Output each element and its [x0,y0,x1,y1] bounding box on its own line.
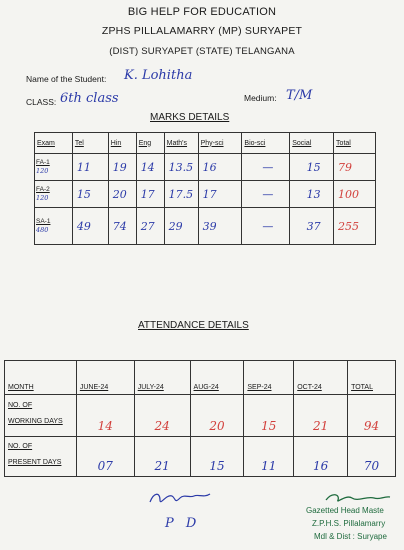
stamp-line-1: Gazetted Head Maste [306,506,384,515]
working-total: 94 [348,395,396,437]
mark-tel: 49 [72,208,108,245]
marks-col-social: Social [290,133,334,154]
present-days-label-2: PRESENT DAYS [8,459,62,466]
mark-total: 255 [334,208,376,245]
medium-label: Medium: [244,93,277,103]
present-sep: 11 [244,437,294,477]
marks-table [34,132,376,245]
att-col-aug: AUG-24 [190,361,244,395]
mark-social: 37 [290,208,334,245]
class-label: CLASS: [26,97,57,107]
stamp-line-2: Z.P.H.S. Pillalamarry [312,519,386,528]
header-line-1: BIG HELP FOR EDUCATION [127,6,277,18]
mark-maths: 29 [164,208,198,245]
marks-col-physci: Phy-sci [198,133,242,154]
working-days-label-1: NO. OF [8,402,33,409]
attendance-title: ATTENDANCE DETAILS [138,320,249,331]
mark-hin: 74 [108,208,136,245]
marks-col-maths: Math's [164,133,198,154]
headmaster-signature [322,490,392,506]
mark-hin: 20 [108,181,136,208]
attendance-header-row [5,361,396,395]
mark-eng: 14 [136,154,164,181]
mark-biosci: — [242,181,290,208]
medium-value: T/M [286,88,313,103]
att-col-jun: JUNE-24 [76,361,134,395]
present-jul: 21 [134,437,190,477]
mark-hin: 19 [108,154,136,181]
table-row [35,181,376,208]
present-oct: 16 [294,437,348,477]
present-jun: 07 [76,437,134,477]
working-jul: 24 [134,395,190,437]
mark-physci: 17 [198,181,242,208]
mark-physci: 39 [198,208,242,245]
mark-maths: 13.5 [164,154,198,181]
working-aug: 20 [190,395,244,437]
present-days-label [5,437,77,477]
mark-biosci: — [242,154,290,181]
class-value: 6th class [60,91,119,106]
exam-max: 120 [36,167,49,175]
marks-title: MARKS DETAILS [150,112,230,123]
marks-col-exam: Exam [35,133,73,154]
marks-col-tel: Tel [72,133,108,154]
mark-physci: 16 [198,154,242,181]
att-col-oct: OCT-24 [294,361,348,395]
header-line-3: (DIST) SURYAPET (STATE) TELANGANA [109,46,295,57]
stamp-line-3: Mdl & Dist : Suryape [314,532,387,541]
marks-col-total: Total [334,133,376,154]
mark-eng: 27 [136,208,164,245]
marks-header-row [35,133,376,154]
working-oct: 21 [294,395,348,437]
marks-col-eng: Eng [136,133,164,154]
att-col-sep: SEP-24 [244,361,294,395]
mark-eng: 17 [136,181,164,208]
parent-signature [146,488,216,510]
working-sep: 15 [244,395,294,437]
working-days-row [5,395,396,437]
exam-cell [35,154,73,181]
mark-total: 100 [334,181,376,208]
exam-name: FA-1 [36,159,50,166]
marks-col-hin: Hin [108,133,136,154]
exam-cell [35,208,73,245]
att-col-total: TOTAL [348,361,396,395]
student-name-label: Name of the Student: [26,74,107,84]
exam-name: FA-2 [36,186,50,193]
att-col-jul: JULY-24 [134,361,190,395]
present-days-row [5,437,396,477]
present-days-label-1: NO. OF [8,443,33,450]
parent-label: P D [165,516,201,531]
marks-col-biosci: Bio-sci [242,133,290,154]
mark-social: 13 [290,181,334,208]
att-col-month: MONTH [5,361,77,395]
attendance-table [4,360,396,477]
present-aug: 15 [190,437,244,477]
working-days-label [5,395,77,437]
mark-total: 79 [334,154,376,181]
working-days-label-2: WORKING DAYS [8,418,63,425]
exam-max: 120 [36,194,49,202]
table-row [35,154,376,181]
student-name-value: K. Lohitha [124,68,193,83]
exam-name: SA-1 [36,218,51,225]
present-total: 70 [348,437,396,477]
exam-cell [35,181,73,208]
mark-social: 15 [290,154,334,181]
mark-tel: 15 [72,181,108,208]
exam-max: 480 [36,226,49,234]
working-jun: 14 [76,395,134,437]
mark-tel: 11 [72,154,108,181]
mark-maths: 17.5 [164,181,198,208]
header-line-2: ZPHS PILLALAMARRY (MP) SURYAPET [101,25,303,37]
mark-biosci: — [242,208,290,245]
table-row [35,208,376,245]
